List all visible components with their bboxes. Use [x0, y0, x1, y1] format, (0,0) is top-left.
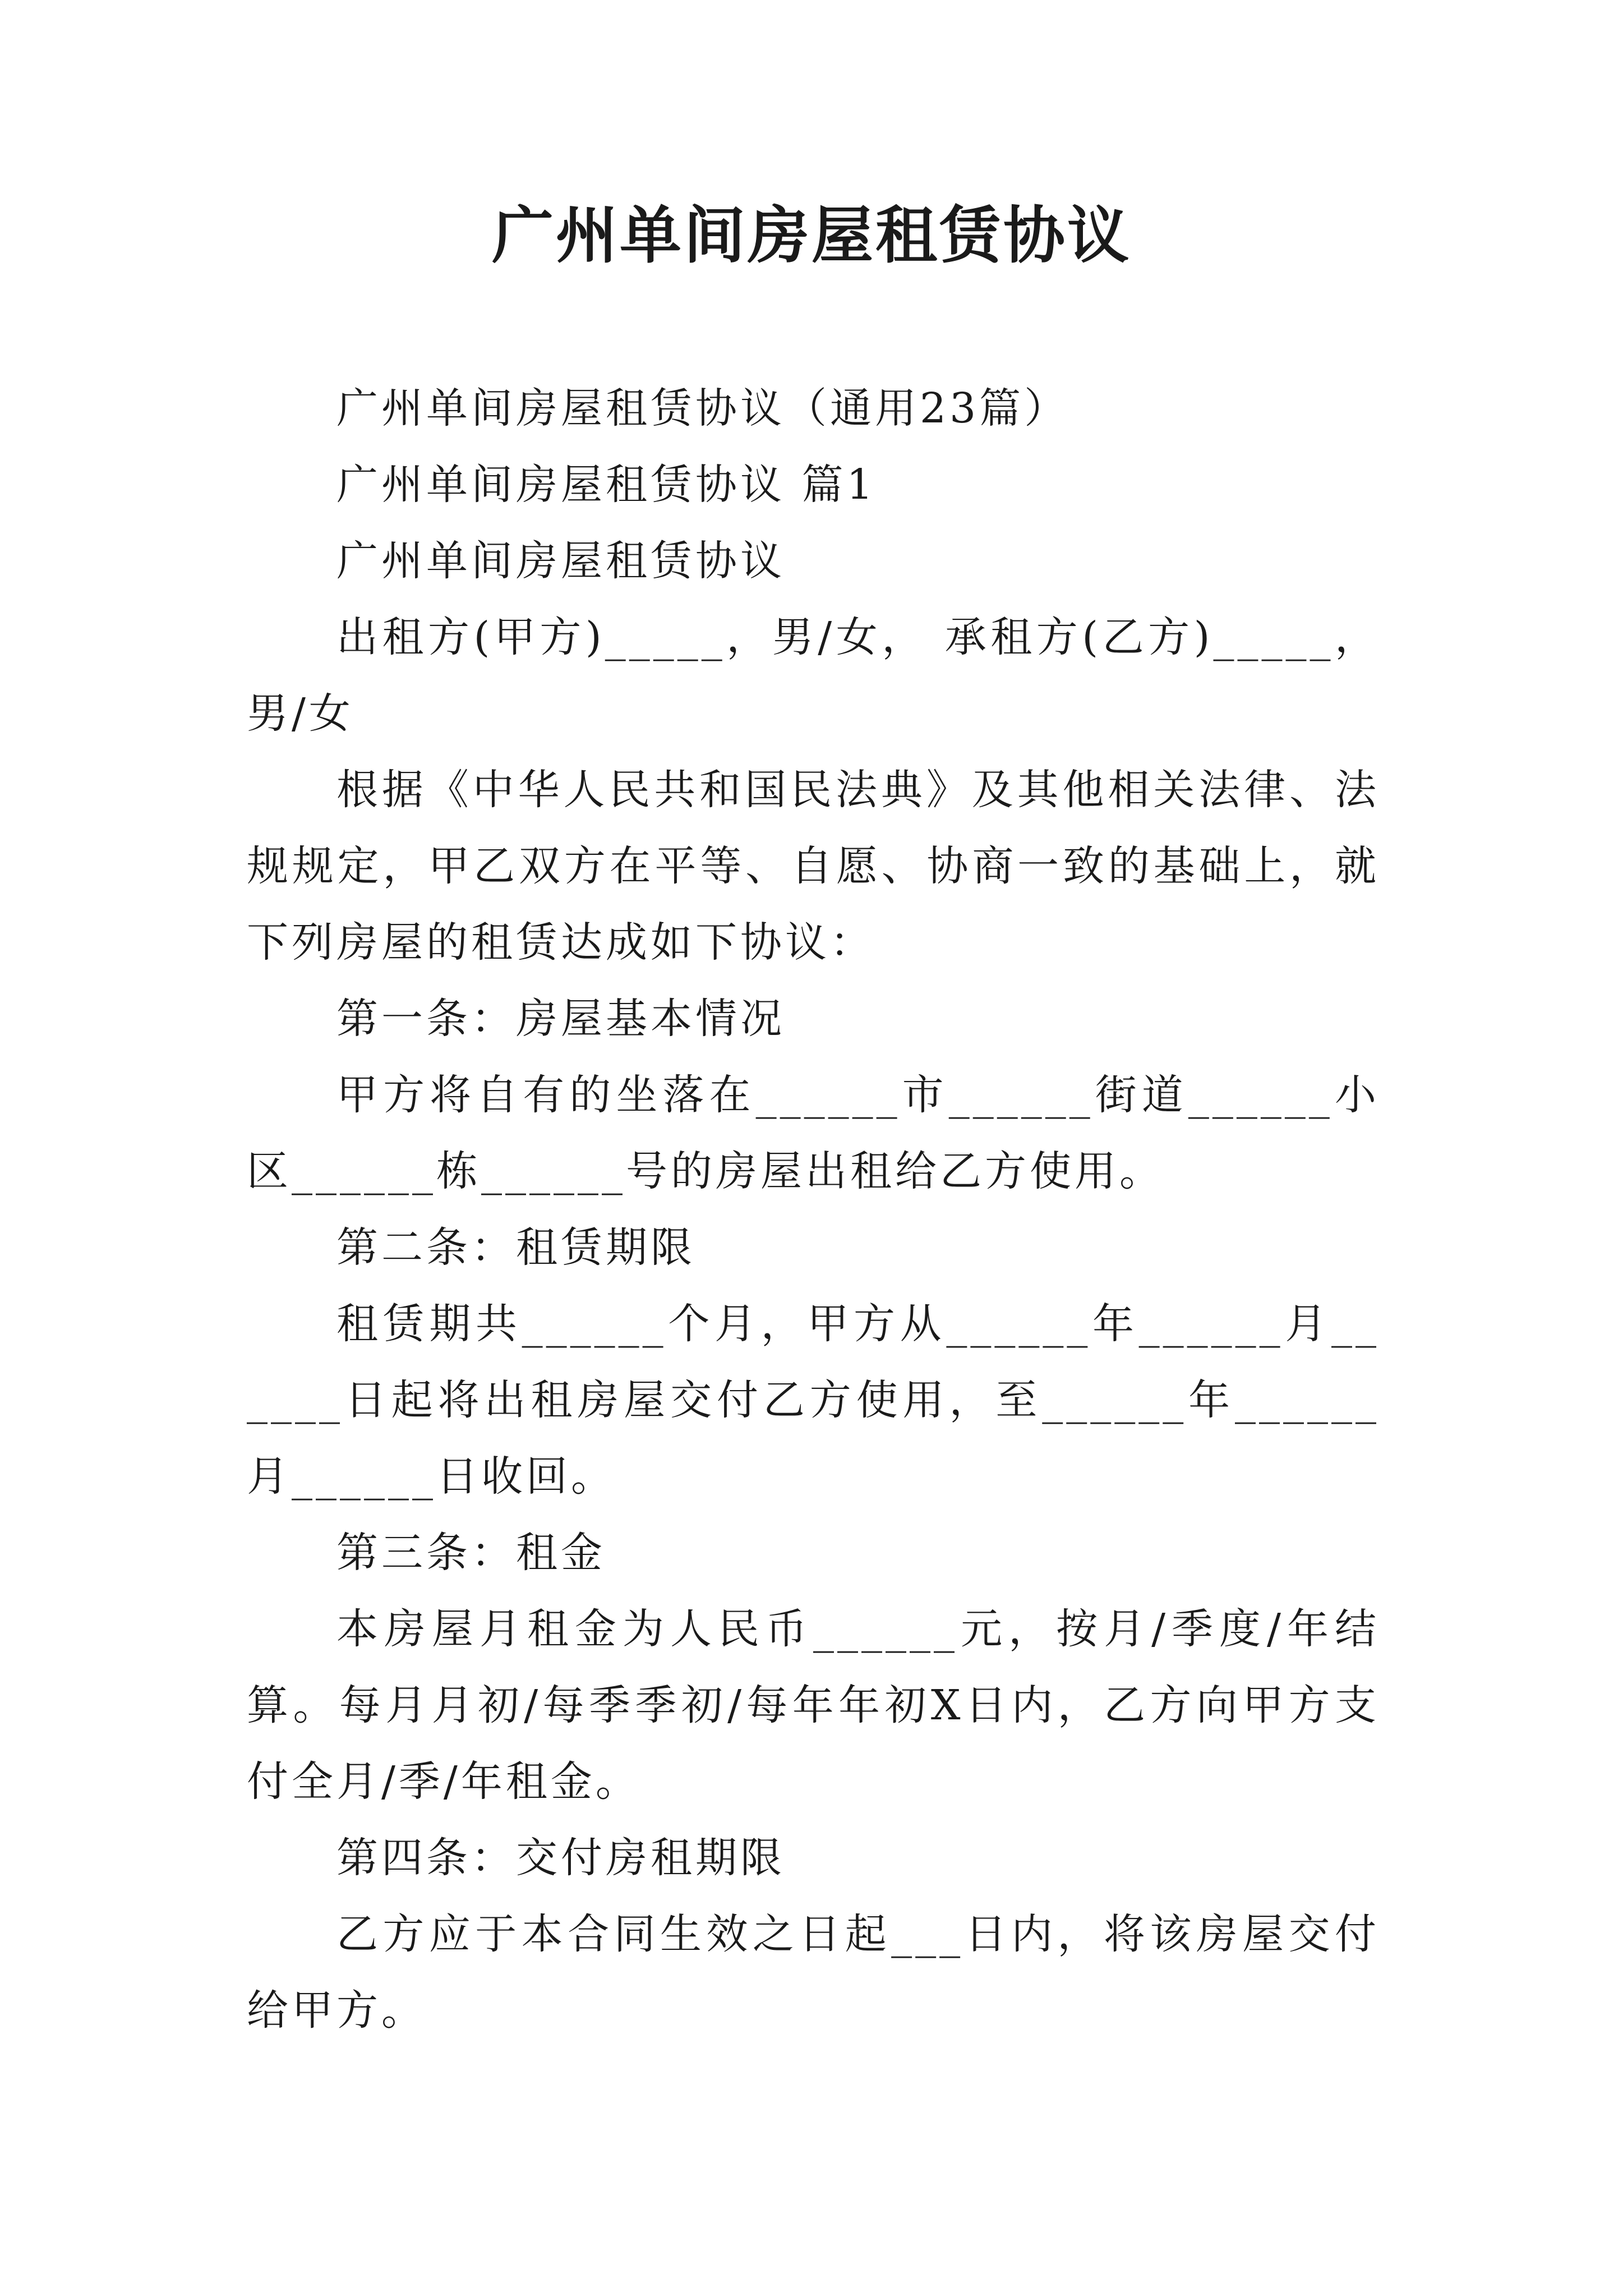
article-1-text: 甲方将自有的坐落在______市______街道______小区______栋______号的房屋出租给乙方使用。 [247, 1071, 1380, 1195]
article-4-heading: 第四条：交付房租期限 [336, 1834, 785, 1882]
document-title: 广州单间房屋租赁协议 [492, 200, 1131, 272]
article-4-text: 乙方应于本合同生效之日起___日内，将该房屋交付给甲方。 [247, 1910, 1380, 2035]
paragraph-subtitle: 广州单间房屋租赁协议（通用23篇） [336, 384, 1069, 432]
article-3-heading: 第三条：租金 [336, 1529, 606, 1577]
paragraph-agreement-title: 广州单间房屋租赁协议 [336, 537, 785, 585]
paragraph-section-heading: 广州单间房屋租赁协议 篇1 [336, 461, 877, 509]
article-2-heading: 第二条：租赁期限 [336, 1223, 695, 1272]
article-1-heading: 第一条：房屋基本情况 [336, 995, 785, 1043]
article-3-text: 本房屋月租金为人民币______元，按月/季度/年结算。每月月初/每季季初/每年年初X日内，乙方向甲方支付全月/季/年租金。 [247, 1605, 1380, 1806]
paragraph-parties: 出租方(甲方)_____，男/女， 承租方(乙方)_____，男/女 [247, 613, 1380, 738]
article-2-text: 租赁期共______个月，甲方从______年______月______日起将出租房屋交付乙方使用，至______年______月______日收回。 [247, 1300, 1380, 1501]
document-body [247, 370, 1380, 2049]
paragraph-legal-basis: 根据《中华人民共和国民法典》及其他相关法律、法规规定，甲乙双方在平等、自愿、协商一致的基础上，就下列房屋的租赁达成如下协议： [247, 766, 1380, 967]
